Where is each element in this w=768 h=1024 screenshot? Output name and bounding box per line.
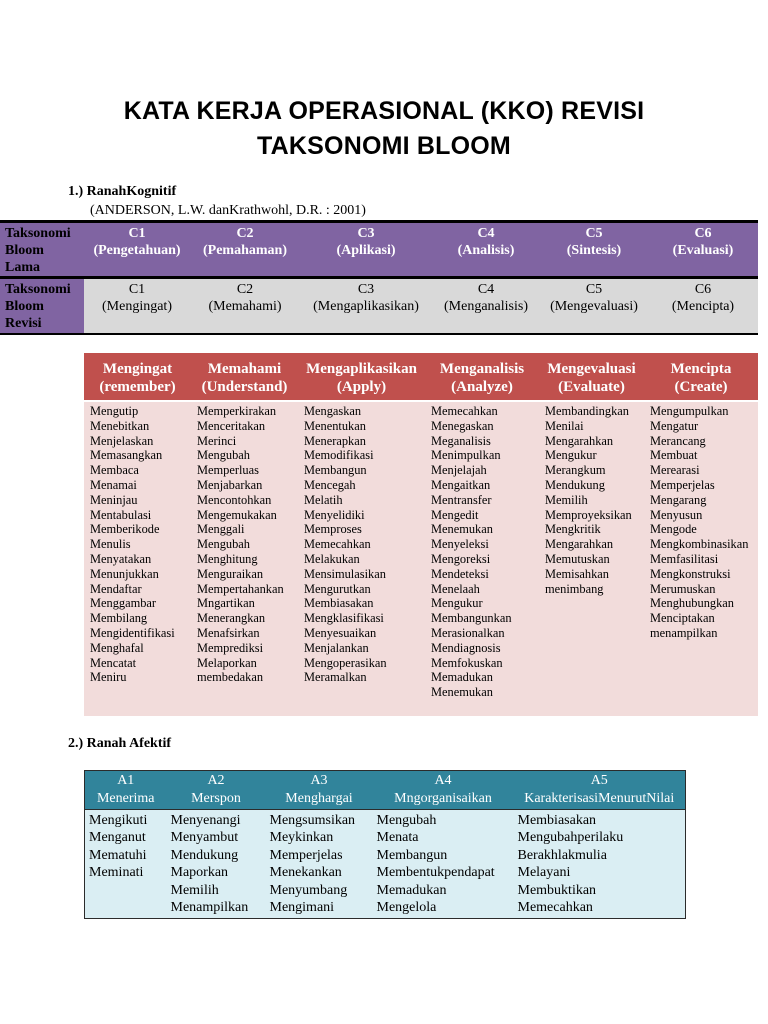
affective-header-a4 xyxy=(373,771,514,810)
cell-name: (Mengaplikasikan) xyxy=(313,299,419,314)
verb-list-understand xyxy=(191,401,298,700)
verb-item: Menemukan xyxy=(431,522,493,537)
taxonomy-row-lama xyxy=(0,222,758,278)
verb-item: Meganalisis xyxy=(431,433,491,448)
header-title: Mencipta xyxy=(670,360,732,377)
verb-item: menampilkan xyxy=(650,625,718,640)
verb-item: Merangkum xyxy=(545,463,606,478)
verb-item: Mencatat xyxy=(90,655,137,670)
verb-item: Mengelola xyxy=(376,900,437,916)
verb-item: Mengimani xyxy=(269,900,335,916)
verb-item: Mengubah xyxy=(376,813,437,828)
cell-code: C2 xyxy=(236,282,254,297)
verb-list-a1 xyxy=(85,810,167,919)
verb-item: Menerapkan xyxy=(304,433,366,448)
revisi-cell-c2 xyxy=(190,278,300,334)
revisi-cell-c4 xyxy=(432,278,540,334)
verb-item: Membaca xyxy=(90,463,139,478)
verb-item: Mengutip xyxy=(90,404,139,418)
verb-item: Memisahkan xyxy=(545,566,610,581)
verb-item: Menjelaskan xyxy=(90,433,154,448)
verb-item: Menyumbang xyxy=(269,882,348,898)
affective-verbs-row xyxy=(85,810,686,919)
verb-list-apply xyxy=(298,401,425,700)
verb-item: Membangun xyxy=(304,463,367,478)
verb-item: Meramalkan xyxy=(304,670,367,685)
header-code: A3 xyxy=(310,773,328,788)
verb-item: Memadukan xyxy=(431,670,493,685)
verb-item: Menafsirkan xyxy=(197,625,260,640)
verb-item: membedakan xyxy=(197,670,264,685)
header-title: Mengingat xyxy=(102,360,173,377)
cognitive-header-understand xyxy=(191,353,298,401)
cell-code: C1 xyxy=(128,282,146,297)
verb-list-analyze xyxy=(425,401,539,700)
verb-item: Menjelajah xyxy=(431,463,487,478)
header-name: Menerima xyxy=(96,791,155,806)
verb-list-create xyxy=(644,401,758,700)
verb-item: Mensimulasikan xyxy=(304,566,386,581)
verb-item: Merasionalkan xyxy=(431,625,505,640)
verb-item: Mengumpulkan xyxy=(650,404,729,418)
verb-item: Menghitung xyxy=(197,551,258,566)
verb-item: Mencegah xyxy=(304,477,356,492)
verb-item: Menyusun xyxy=(650,507,703,522)
affective-table xyxy=(84,770,686,919)
verb-item: Mengarahkan xyxy=(545,433,614,448)
lama-cell-c3 xyxy=(300,222,432,278)
row-label-revisi xyxy=(0,278,84,334)
verb-item: Melayani xyxy=(517,865,571,881)
verb-item: Melakukan xyxy=(304,551,360,566)
verb-item: Memperluas xyxy=(197,463,259,478)
verb-item: Memperjelas xyxy=(269,847,343,863)
verb-item: Mengedit xyxy=(431,507,479,522)
row-label-line: Bloom xyxy=(5,243,44,258)
verb-item: Memodifikasi xyxy=(304,448,374,463)
verb-item: Memproses xyxy=(304,522,362,537)
row-label-line: Bloom xyxy=(5,299,44,314)
section-2-heading: 2.) Ranah Afektif xyxy=(68,736,172,751)
cognitive-header-row xyxy=(84,353,758,401)
section-1-heading: 1.) RanahKognitif xyxy=(68,184,177,199)
cognitive-header-remember xyxy=(84,353,191,401)
verb-item: Memfokuskan xyxy=(431,655,503,670)
verb-item: Melaporkan xyxy=(197,655,257,670)
cell-code: C2 xyxy=(236,226,254,241)
verb-item: Menegaskan xyxy=(431,418,494,433)
page-title xyxy=(0,94,768,164)
verb-item: Mengoreksi xyxy=(431,551,491,566)
verb-item: Menimpulkan xyxy=(431,448,501,463)
verb-item: Memutuskan xyxy=(545,551,610,566)
affective-header-row xyxy=(85,771,686,810)
affective-header-a3 xyxy=(266,771,373,810)
header-title: Menganalisis xyxy=(439,360,525,377)
cell-name: (Mengevaluasi) xyxy=(550,299,638,314)
header-subtitle: (Analyze) xyxy=(451,378,513,395)
verb-item: Memperkirakan xyxy=(197,404,277,418)
cognitive-verbs-row xyxy=(84,401,758,700)
lama-cell-c6 xyxy=(648,222,758,278)
verb-item: Memperjelas xyxy=(650,477,715,492)
verb-item: Memasangkan xyxy=(90,448,163,463)
verb-item: Menemukan xyxy=(431,685,493,700)
verb-item: Membiasakan xyxy=(304,596,374,611)
header-title: Mengevaluasi xyxy=(547,360,636,377)
verb-item: Menelaah xyxy=(431,581,480,596)
verb-item: Mengkombinasikan xyxy=(650,537,749,552)
verb-item: Menghubungkan xyxy=(650,596,734,611)
verb-item: Membentukpendapat xyxy=(376,865,495,881)
verb-item: Memilih xyxy=(170,882,219,898)
verb-item: Memproyeksikan xyxy=(545,507,632,522)
cell-code: C3 xyxy=(357,226,375,241)
verb-item: Memprediksi xyxy=(197,640,264,655)
verb-item: Mengode xyxy=(650,522,697,537)
row-label-line: Taksonomi xyxy=(5,282,71,297)
verb-item: Membuktikan xyxy=(517,882,597,898)
affective-header-a1 xyxy=(85,771,167,810)
verb-item: Menceritakan xyxy=(197,418,266,433)
verb-item: Mengaskan xyxy=(304,404,362,418)
lama-cell-c5 xyxy=(540,222,648,278)
verb-item: Memecahkan xyxy=(304,537,371,552)
verb-item: Meykinkan xyxy=(269,830,334,846)
verb-item: Menamai xyxy=(90,477,137,492)
cognitive-header-create xyxy=(644,353,758,401)
verb-list-evaluate xyxy=(539,401,644,700)
verb-item: Menentukan xyxy=(304,418,366,433)
header-subtitle: (Understand) xyxy=(201,378,288,395)
verb-item: Memecahkan xyxy=(517,900,593,916)
cell-name: (Memahami) xyxy=(208,299,282,314)
cell-code: C6 xyxy=(694,282,712,297)
verb-item: Mengukur xyxy=(431,596,483,611)
cognitive-header-analyze xyxy=(425,353,539,401)
cell-name: (Aplikasi) xyxy=(336,243,396,258)
cell-code: C5 xyxy=(585,282,603,297)
verb-item: Mengkritik xyxy=(545,522,601,537)
verb-item: Mengubah xyxy=(197,537,250,552)
verb-item: Membangun xyxy=(376,847,448,863)
verb-item: Menggali xyxy=(197,522,245,537)
verb-item: Mencontohkan xyxy=(197,492,272,507)
taxonomy-comparison-table xyxy=(0,220,758,335)
cell-code: C5 xyxy=(585,226,603,241)
header-subtitle: (Create) xyxy=(674,378,728,395)
header-title: Mengaplikasikan xyxy=(306,360,417,377)
header-subtitle: (Apply) xyxy=(336,378,387,395)
title-line-2: TAKSONOMI BLOOM xyxy=(257,132,511,160)
verb-item: Mengkonstruksi xyxy=(650,566,731,581)
verb-item: Menilai xyxy=(545,418,584,433)
verb-item: Merumuskan xyxy=(650,581,716,596)
header-name: KarakterisasiMenurutNilai xyxy=(524,791,675,806)
cell-name: (Mencipta) xyxy=(671,299,735,314)
verb-item: Merearasi xyxy=(650,463,700,478)
verb-item: Menampilkan xyxy=(170,900,249,916)
verb-item: Mengemukakan xyxy=(197,507,277,522)
verb-item: Mengubah xyxy=(197,448,250,463)
verb-item: Mengubahperilaku xyxy=(517,830,624,846)
verb-item: Menguraikan xyxy=(197,566,264,581)
verb-item: Memfasilitasi xyxy=(650,551,719,566)
verb-item: Memadukan xyxy=(376,882,447,898)
revisi-cell-c3 xyxy=(300,278,432,334)
cell-name: (Evaluasi) xyxy=(672,243,734,258)
verb-item: Membangunkan xyxy=(431,611,512,626)
revisi-cell-c1 xyxy=(84,278,190,334)
verb-item: Membandingkan xyxy=(545,404,629,418)
verb-item: Meninjau xyxy=(90,492,138,507)
verb-item: Menyesuaikan xyxy=(304,625,377,640)
verb-item: Mendukung xyxy=(170,847,239,863)
verb-item: Mendeteksi xyxy=(431,566,489,581)
title-line-1: KATA KERJA OPERASIONAL (KKO) REVISI xyxy=(123,97,645,125)
verb-item: Mengarahkan xyxy=(545,537,614,552)
verb-item: Menyelidiki xyxy=(304,507,365,522)
verb-item: Menulis xyxy=(90,537,131,552)
verb-list-a5 xyxy=(514,810,686,919)
verb-item: Mentabulasi xyxy=(90,507,152,522)
verb-item: Menekankan xyxy=(269,865,342,881)
verb-item: Menunjukkan xyxy=(90,566,159,581)
verb-item: Menyatakan xyxy=(90,551,152,566)
lama-cell-c4 xyxy=(432,222,540,278)
header-name: Merspon xyxy=(191,791,241,806)
verb-item: Meniru xyxy=(90,670,127,685)
cognitive-header-apply xyxy=(298,353,425,401)
verb-item: Menebitkan xyxy=(90,418,150,433)
verb-item: Memilih xyxy=(545,492,588,507)
verb-item: Membiasakan xyxy=(517,813,597,828)
verb-item: Membilang xyxy=(90,611,148,626)
header-subtitle: (Evaluate) xyxy=(558,378,625,395)
revisi-cell-c6 xyxy=(648,278,758,334)
verb-item: Menyeleksi xyxy=(431,537,489,552)
verb-item: Mngartikan xyxy=(197,596,255,611)
taxonomy-row-revisi xyxy=(0,278,758,334)
verb-item: Memberikode xyxy=(90,522,160,537)
verb-list-a3 xyxy=(266,810,373,919)
header-name: Mngorganisaikan xyxy=(394,791,492,806)
verb-item: Mengaitkan xyxy=(431,477,491,492)
verb-item: Merinci xyxy=(197,433,237,448)
row-label-lama xyxy=(0,222,84,278)
affective-header-a2 xyxy=(167,771,266,810)
cell-code: C4 xyxy=(477,282,495,297)
verb-item: Menjabarkan xyxy=(197,477,263,492)
verb-item: Mengikuti xyxy=(89,813,148,828)
verb-item: Mengatur xyxy=(650,418,699,433)
verb-item: Menggambar xyxy=(90,596,157,611)
verb-item: Mengidentifikasi xyxy=(90,625,175,640)
verb-list-a4 xyxy=(373,810,514,919)
verb-item: Mengukur xyxy=(545,448,597,463)
cognitive-verbs-panel xyxy=(84,353,758,716)
verb-item: Maporkan xyxy=(170,865,229,881)
verb-item: Menyenangi xyxy=(170,813,241,828)
cell-name: (Pemahaman) xyxy=(203,243,287,258)
verb-item: Menghafal xyxy=(90,640,144,655)
verb-item: Membuat xyxy=(650,448,698,463)
verb-item: Menciptakan xyxy=(650,611,715,626)
verb-item: Mendaftar xyxy=(90,581,142,596)
header-subtitle: (remember) xyxy=(99,378,176,395)
cognitive-verbs-table xyxy=(84,353,758,700)
row-label-line: Revisi xyxy=(5,316,42,331)
header-code: A2 xyxy=(207,773,225,788)
verb-item: Berakhlakmulia xyxy=(517,847,607,863)
verb-item: Mengurutkan xyxy=(304,581,371,596)
verb-item: Mengarang xyxy=(650,492,707,507)
cell-name: (Pengetahuan) xyxy=(93,243,181,258)
verb-item: Mengklasifikasi xyxy=(304,611,384,626)
verb-item: menimbang xyxy=(545,581,604,596)
header-code: A4 xyxy=(434,773,452,788)
lama-cell-c2 xyxy=(190,222,300,278)
cell-code: C1 xyxy=(128,226,146,241)
verb-item: Menata xyxy=(376,830,419,846)
verb-item: Mendukung xyxy=(545,477,605,492)
cell-code: C4 xyxy=(477,226,495,241)
verb-item: Mentransfer xyxy=(431,492,492,507)
verb-item: Mematuhi xyxy=(89,847,147,863)
revisi-cell-c5 xyxy=(540,278,648,334)
verb-item: Mendiagnosis xyxy=(431,640,501,655)
cell-name: (Menganalisis) xyxy=(444,299,528,314)
header-name: Menghargai xyxy=(285,791,353,806)
verb-item: Menerangkan xyxy=(197,611,266,626)
header-code: A1 xyxy=(117,773,135,788)
verb-item: Merancang xyxy=(650,433,706,448)
verb-item: Mengsumsikan xyxy=(269,813,356,828)
cell-code: C3 xyxy=(357,282,375,297)
verb-item: Melatih xyxy=(304,492,343,507)
header-title: Memahami xyxy=(207,360,282,377)
cell-code: C6 xyxy=(694,226,712,241)
row-label-line: Taksonomi xyxy=(5,226,71,241)
cognitive-header-evaluate xyxy=(539,353,644,401)
header-code: A5 xyxy=(590,773,608,788)
verb-list-remember xyxy=(84,401,191,700)
verb-list-a2 xyxy=(167,810,266,919)
cell-name: (Sintesis) xyxy=(566,243,622,258)
verb-item: Mengoperasikan xyxy=(304,655,387,670)
verb-item: Memecahkan xyxy=(431,404,498,418)
row-label-line: Lama xyxy=(5,260,40,275)
lama-cell-c1 xyxy=(84,222,190,278)
cell-name: (Analisis) xyxy=(457,243,515,258)
verb-item: Menyambut xyxy=(170,830,239,846)
affective-header-a5 xyxy=(514,771,686,810)
verb-item: Menganut xyxy=(89,830,146,846)
verb-item: Menjalankan xyxy=(304,640,369,655)
verb-item: Mempertahankan xyxy=(197,581,284,596)
verb-item: Meminati xyxy=(89,865,144,881)
cell-name: (Mengingat) xyxy=(102,299,172,314)
section-1-citation: (ANDERSON, L.W. danKrathwohl, D.R. : 2001) xyxy=(90,203,366,218)
